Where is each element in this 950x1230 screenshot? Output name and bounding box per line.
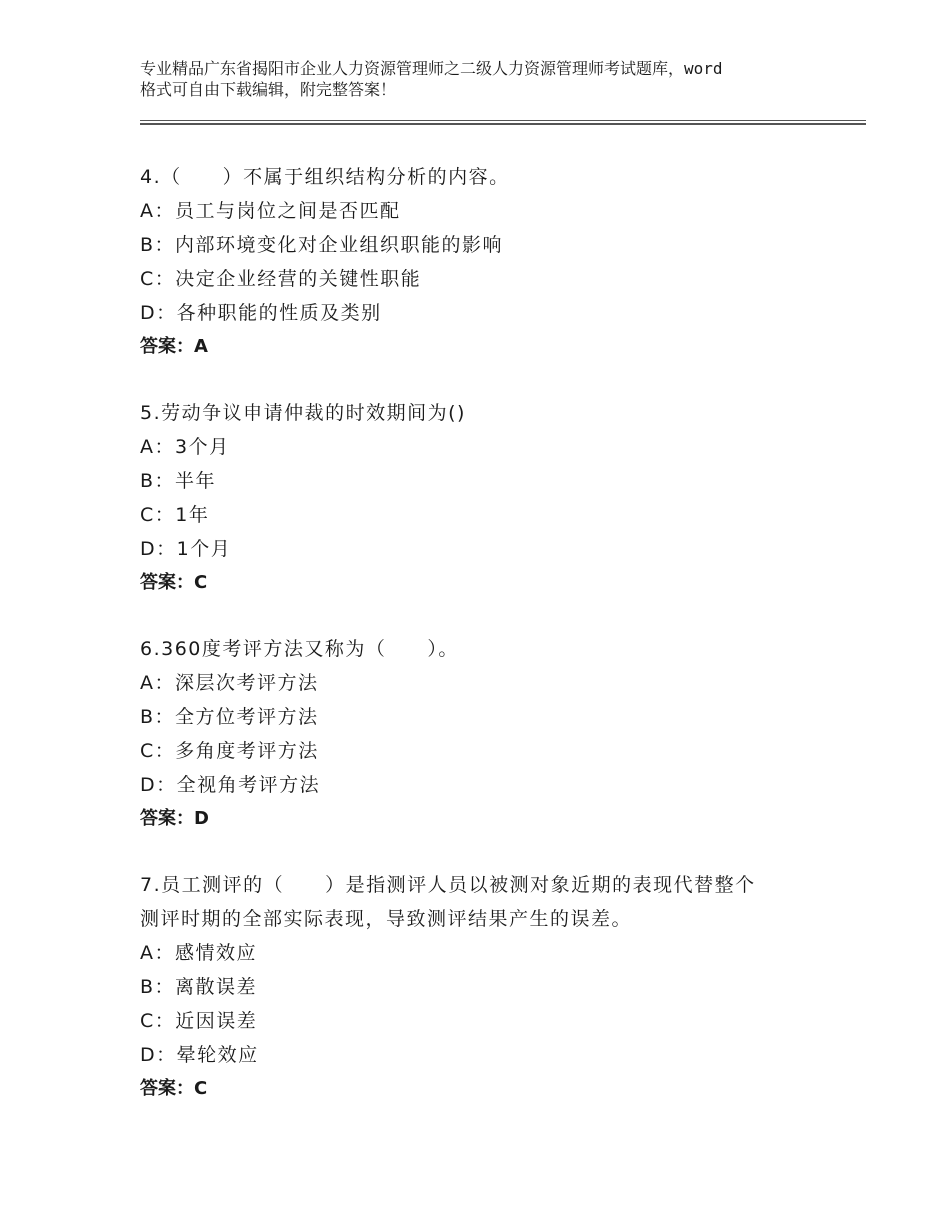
header-line-2: 格式可自由下载编辑，附完整答案！ [140, 80, 397, 99]
document-header [140, 58, 840, 100]
answer: 答案：A [140, 336, 208, 357]
option-c: C：决定企业经营的关键性职能 [140, 268, 422, 290]
option-d: D：晕轮效应 [140, 1044, 259, 1066]
option-d: D：全视角考评方法 [140, 774, 321, 796]
option-a: A：感情效应 [140, 942, 257, 964]
question-stem: 6.360度考评方法又称为（ ）。 [140, 638, 459, 660]
answer: 答案：C [140, 1078, 208, 1099]
option-c: C：多角度考评方法 [140, 740, 319, 762]
answer: 答案：C [140, 572, 208, 593]
option-a: A：员工与岗位之间是否匹配 [140, 200, 401, 222]
option-a: A：3个月 [140, 436, 230, 458]
option-d: D：各种职能的性质及类别 [140, 302, 382, 324]
option-d: D：1个月 [140, 538, 232, 560]
header-line-1: 专业精品广东省揭阳市企业人力资源管理师之二级人力资源管理师考试题库，word [140, 59, 723, 78]
question-5 [140, 396, 840, 600]
question-stem: 5.劳动争议申请仲裁的时效期间为() [140, 402, 466, 424]
option-a: A：深层次考评方法 [140, 672, 319, 694]
option-c: C：近因误差 [140, 1010, 258, 1032]
question-6 [140, 632, 840, 836]
option-b: B：离散误差 [140, 976, 258, 998]
question-4 [140, 160, 840, 364]
option-b: B：半年 [140, 470, 217, 492]
question-list [140, 160, 840, 1138]
header-divider [140, 120, 866, 125]
question-7 [140, 868, 840, 1106]
option-b: B：全方位考评方法 [140, 706, 319, 728]
option-b: B：内部环境变化对企业组织职能的影响 [140, 234, 504, 256]
question-stem: 4.（ ）不属于组织结构分析的内容。 [140, 166, 510, 188]
option-c: C：1年 [140, 504, 210, 526]
question-stem-line-2: 测评时期的全部实际表现，导致测评结果产生的误差。 [140, 908, 633, 930]
answer: 答案：D [140, 808, 209, 829]
question-stem-line-1: 7.员工测评的（ ）是指测评人员以被测对象近期的表现代替整个 [140, 874, 756, 896]
